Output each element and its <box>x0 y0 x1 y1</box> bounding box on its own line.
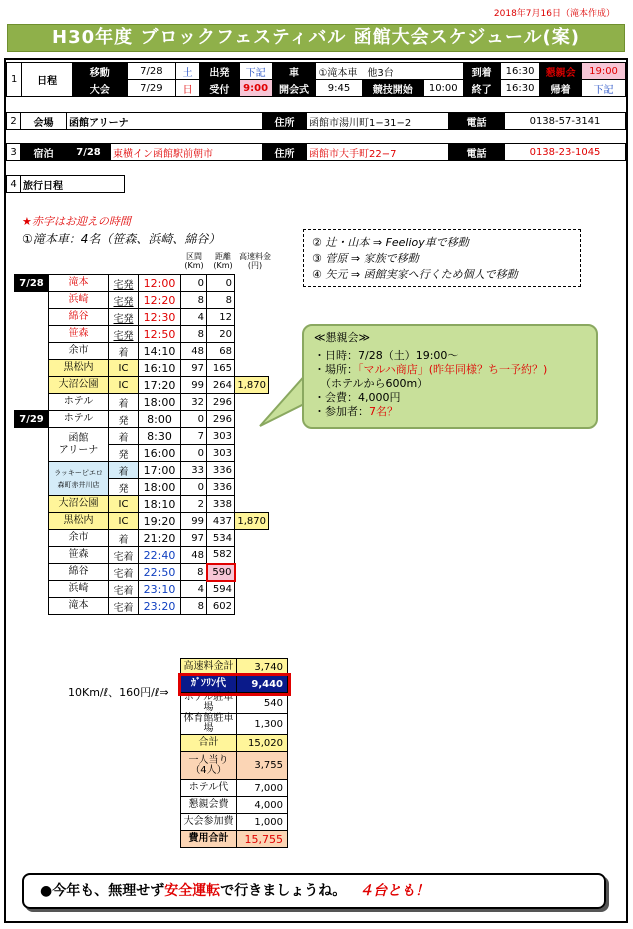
comp-time: 10:00 <box>424 80 464 97</box>
lodging-table <box>6 143 626 161</box>
arrive-time: 16:30 <box>500 63 540 80</box>
schedule-place: 余市 <box>49 343 109 360</box>
schedule-place: 余市 <box>49 530 109 547</box>
schedule-place: ホテル <box>49 394 109 411</box>
cost-value: 9,440 <box>237 676 288 693</box>
car-label: 車 <box>272 63 316 80</box>
reception-label: 受付 <box>200 80 240 97</box>
schedule-date <box>15 479 49 496</box>
schedule-interval-km: 8 <box>181 326 207 343</box>
party-callout <box>302 324 598 429</box>
end-label: 終了 <box>463 80 500 97</box>
cost-value: 3,740 <box>237 659 288 676</box>
schedule-interval-km: 4 <box>181 581 207 598</box>
row-number: 3 <box>7 144 21 161</box>
schedule-toll <box>235 343 269 360</box>
schedule-time: 17:00 <box>139 462 181 479</box>
cost-row <box>181 797 288 814</box>
schedule-type: IC <box>109 377 139 394</box>
schedule-time: 18:10 <box>139 496 181 513</box>
schedule-place: 笹森 <box>49 547 109 564</box>
schedule-place: 滝本 <box>49 275 109 292</box>
schedule-row <box>15 292 269 309</box>
schedule-row <box>15 598 269 615</box>
schedule-date <box>15 547 49 564</box>
party-members-prefix: ・参加者： <box>314 405 369 418</box>
schedule-interval-km: 48 <box>181 343 207 360</box>
schedule-toll <box>235 581 269 598</box>
schedule-distance-km: 264 <box>207 377 235 394</box>
other-car-line: ② 辻・山本 ⇒ Feelioy車で移動 <box>312 236 469 249</box>
gas-calc-note: 10Km/ℓ、160円/ℓ⇒ <box>68 686 169 699</box>
schedule-type: IC <box>109 496 139 513</box>
cost-value: 4,000 <box>237 797 288 814</box>
cost-label: ホテル代 <box>181 780 237 797</box>
move-day: 土 <box>176 63 200 80</box>
schedule-time: 18:00 <box>139 394 181 411</box>
hotel-addr-label: 住所 <box>263 144 307 161</box>
schedule-time: 23:10 <box>139 581 181 598</box>
schedule-toll <box>235 479 269 496</box>
party-members-count: 7名？ <box>369 405 398 418</box>
schedule-place: 函館 アリーナ <box>49 428 109 462</box>
schedule-time: 16:00 <box>139 445 181 462</box>
schedule-distance-km: 582 <box>207 547 235 564</box>
schedule-date <box>15 513 49 530</box>
schedule-type: 着 <box>109 462 139 479</box>
schedule-place: 黒松内 <box>49 513 109 530</box>
schedule-row <box>15 309 269 326</box>
schedule-interval-km: 4 <box>181 309 207 326</box>
schedule-distance-km: 602 <box>207 598 235 615</box>
party-time: 19:00 <box>582 63 626 80</box>
party-members <box>314 405 586 419</box>
cost-label: 体育館駐車場 <box>181 714 237 735</box>
schedule-date <box>15 496 49 513</box>
other-car-line: ④ 矢元 ⇒ 函館実家へ行くため個人で移動 <box>312 268 518 281</box>
schedule-toll <box>235 564 269 581</box>
move-label: 移動 <box>72 63 127 80</box>
move-date: 7/28 <box>127 63 175 80</box>
closing-all-cars: ４台とも！ <box>359 883 430 899</box>
venue-address: 函館市湯川町1−31−2 <box>307 113 449 130</box>
schedule-date <box>15 360 49 377</box>
depart-label: 出発 <box>200 63 240 80</box>
schedule-toll <box>235 445 269 462</box>
cost-row <box>181 676 288 693</box>
schedule-place: 滝本 <box>49 598 109 615</box>
arrive-label: 到着 <box>463 63 500 80</box>
schedule-time: 8:30 <box>139 428 181 445</box>
schedule-date: 7/29 <box>15 411 49 428</box>
cost-row <box>181 693 288 714</box>
schedule-type: 着 <box>109 428 139 445</box>
return-label: 帰着 <box>540 80 582 97</box>
schedule-interval-km: 32 <box>181 394 207 411</box>
schedule-interval-km: 0 <box>181 479 207 496</box>
interval-header: 区間 (Km) <box>184 252 204 270</box>
venue-addr-label: 住所 <box>263 113 307 130</box>
event-date: 7/29 <box>127 80 175 97</box>
car-members-note: ①滝本車：4名（笹森、浜崎、綿谷） <box>22 232 221 246</box>
schedule-interval-km: 2 <box>181 496 207 513</box>
schedule-date <box>15 445 49 462</box>
row-number: 4 <box>7 176 21 193</box>
schedule-interval-km: 0 <box>181 411 207 428</box>
party-fee: ・会費：4,000円 <box>314 391 401 404</box>
schedule-interval-km: 99 <box>181 377 207 394</box>
lodging-date: 7/28 <box>67 144 111 161</box>
schedule-place: 大沼公園 <box>49 377 109 394</box>
schedule-label: 日程 <box>22 63 72 97</box>
created-note: 2018年7月16日（滝本作成） <box>493 9 615 19</box>
schedule-distance-km: 338 <box>207 496 235 513</box>
schedule-time: 14:10 <box>139 343 181 360</box>
schedule-type: 宅着 <box>109 564 139 581</box>
schedule-interval-km: 97 <box>181 360 207 377</box>
schedule-row <box>15 547 269 564</box>
schedule-date: 7/28 <box>15 275 49 292</box>
cost-value: 7,000 <box>237 780 288 797</box>
hotel-address: 函館市大手町22−7 <box>307 144 449 161</box>
party-place-prefix: ・場所： <box>314 363 358 376</box>
schedule-distance-km: 336 <box>207 479 235 496</box>
schedule-place: 大沼公園 <box>49 496 109 513</box>
schedule-interval-km: 8 <box>181 292 207 309</box>
closing-safe-driving: 安全運転 <box>164 883 221 899</box>
schedule-toll <box>235 275 269 292</box>
schedule-date <box>15 326 49 343</box>
row-number: 1 <box>7 63 22 97</box>
schedule-type: 着 <box>109 394 139 411</box>
closing-mid: で行きましょうね。 <box>220 883 347 899</box>
schedule-type: 宅発 <box>109 309 139 326</box>
opening-time: 9:45 <box>316 80 362 97</box>
schedule-type: 宅発 <box>109 326 139 343</box>
schedule-row <box>15 343 269 360</box>
cost-label: ホテル駐車場 <box>181 693 237 714</box>
schedule-type: IC <box>109 360 139 377</box>
schedule-distance-km: 594 <box>207 581 235 598</box>
schedule-time: 12:20 <box>139 292 181 309</box>
lodging-label: 宿泊 <box>21 144 67 161</box>
schedule-time: 12:50 <box>139 326 181 343</box>
comp-label: 競技開始 <box>362 80 423 97</box>
itinerary-label: 旅行日程 <box>21 176 125 193</box>
event-label: 大会 <box>72 80 127 97</box>
schedule-interval-km: 7 <box>181 428 207 445</box>
schedule-distance-km: 165 <box>207 360 235 377</box>
schedule-time: 22:50 <box>139 564 181 581</box>
schedule-type: 宅着 <box>109 598 139 615</box>
cost-table <box>180 658 288 848</box>
page-title: H30年度 ブロックフェスティバル 函館大会スケジュール(案) <box>7 24 625 52</box>
schedule-date <box>15 530 49 547</box>
party-heading: ≪懇親会≫ <box>314 331 371 344</box>
schedule-interval-km: 48 <box>181 547 207 564</box>
schedule-summary-table <box>6 62 626 97</box>
schedule-interval-km: 0 <box>181 275 207 292</box>
schedule-distance-km: 303 <box>207 445 235 462</box>
schedule-date <box>15 598 49 615</box>
red-text-note: ★赤字はお迎えの時間 <box>22 215 131 228</box>
schedule-distance-km: 8 <box>207 292 235 309</box>
car-value: ①滝本車 他3台 <box>316 63 463 80</box>
schedule-type: 発 <box>109 411 139 428</box>
schedule-date <box>15 292 49 309</box>
schedule-distance-km: 303 <box>207 428 235 445</box>
schedule-type: 宅着 <box>109 547 139 564</box>
cost-row <box>181 752 288 780</box>
venue-name: 函館アリーナ <box>67 113 263 130</box>
schedule-time: 12:00 <box>139 275 181 292</box>
party-place <box>314 363 586 377</box>
schedule-time: 22:40 <box>139 547 181 564</box>
schedule-distance-km: 0 <box>207 275 235 292</box>
return-value: 下記 <box>582 80 626 97</box>
reception-time: 9:00 <box>239 80 272 97</box>
schedule-date <box>15 462 49 479</box>
party-place-name: 「マルハ商店」(昨年同様？ち一予約？) <box>358 363 548 376</box>
schedule-toll: 1,870 <box>235 513 269 530</box>
schedule-toll <box>235 598 269 615</box>
schedule-type: 宅発 <box>109 292 139 309</box>
cost-row <box>181 735 288 752</box>
hotel-name: 東横イン函館駅前朝市 <box>111 144 263 161</box>
cost-row <box>181 831 288 848</box>
party-label: 懇親会 <box>540 63 582 80</box>
itinerary-header <box>6 175 125 193</box>
schedule-type: 発 <box>109 445 139 462</box>
schedule-date <box>15 581 49 598</box>
cost-label: 懇親会費 <box>181 797 237 814</box>
schedule-interval-km: 8 <box>181 598 207 615</box>
schedule-distance-km: 296 <box>207 411 235 428</box>
party-date: ・日時：7/28（土）19:00〜 <box>314 349 459 362</box>
hotel-tel-label: 電話 <box>449 144 505 161</box>
cost-value: 540 <box>237 693 288 714</box>
schedule-place: 綿谷 <box>49 564 109 581</box>
schedule-row <box>15 581 269 598</box>
schedule-toll <box>235 309 269 326</box>
schedule-row <box>15 275 269 292</box>
schedule-interval-km: 33 <box>181 462 207 479</box>
cost-label: ｶﾞｿﾘﾝ代 <box>181 676 237 693</box>
schedule-toll <box>235 326 269 343</box>
schedule-type: 宅着 <box>109 581 139 598</box>
schedule-date <box>15 428 49 445</box>
schedule-row <box>15 326 269 343</box>
schedule-time: 8:00 <box>139 411 181 428</box>
schedule-interval-km: 0 <box>181 445 207 462</box>
schedule-date <box>15 343 49 360</box>
closing-message <box>22 873 606 909</box>
cost-value: 1,300 <box>237 714 288 735</box>
schedule-date <box>15 394 49 411</box>
schedule-distance-km: 68 <box>207 343 235 360</box>
schedule-row <box>15 394 269 411</box>
schedule-place: 浜崎 <box>49 292 109 309</box>
distance-header: 距離 (Km) <box>213 252 233 270</box>
cost-row <box>181 814 288 831</box>
schedule-toll <box>235 428 269 445</box>
cost-label: 大会参加費 <box>181 814 237 831</box>
schedule-place: 綿谷 <box>49 309 109 326</box>
schedule-row <box>15 360 269 377</box>
schedule-toll <box>235 462 269 479</box>
cost-label: 合計 <box>181 735 237 752</box>
closing-pre: ●今年も、無理せず <box>40 883 165 899</box>
schedule-row <box>15 377 269 394</box>
schedule-time: 23:20 <box>139 598 181 615</box>
schedule-row <box>15 513 269 530</box>
schedule-toll: 1,870 <box>235 377 269 394</box>
schedule-type: 発 <box>109 479 139 496</box>
schedule-distance-km: 590 <box>207 564 235 581</box>
schedule-type: 着 <box>109 530 139 547</box>
schedule-time: 17:20 <box>139 377 181 394</box>
schedule-distance-km: 12 <box>207 309 235 326</box>
schedule-place: 笹森 <box>49 326 109 343</box>
schedule-row <box>15 462 269 479</box>
schedule-distance-km: 296 <box>207 394 235 411</box>
schedule-time: 19:20 <box>139 513 181 530</box>
opening-label: 開会式 <box>272 80 316 97</box>
hotel-tel: 0138-23-1045 <box>505 144 626 161</box>
cost-row <box>181 714 288 735</box>
schedule-date <box>15 377 49 394</box>
depart-value: 下記 <box>239 63 272 80</box>
travel-schedule-table <box>14 274 269 615</box>
cost-label: 一人当り （4人） <box>181 752 237 780</box>
cost-label: 費用合計 <box>181 831 237 848</box>
row-number: 2 <box>7 113 21 130</box>
schedule-time: 18:00 <box>139 479 181 496</box>
schedule-place: ラッキーピエロ 森町赤井川店 <box>49 462 109 496</box>
cost-row <box>181 659 288 676</box>
cost-value: 15,020 <box>237 735 288 752</box>
schedule-date <box>15 309 49 326</box>
other-car-line: ③ 菅原 ⇒ 家族で移動 <box>312 252 419 265</box>
schedule-toll <box>235 547 269 564</box>
event-day: 日 <box>176 80 200 97</box>
schedule-row <box>15 428 269 445</box>
schedule-distance-km: 336 <box>207 462 235 479</box>
schedule-toll <box>235 292 269 309</box>
schedule-toll <box>235 496 269 513</box>
schedule-time: 12:30 <box>139 309 181 326</box>
schedule-distance-km: 437 <box>207 513 235 530</box>
cost-value: 15,755 <box>237 831 288 848</box>
cost-row <box>181 780 288 797</box>
schedule-row <box>15 564 269 581</box>
schedule-type: IC <box>109 513 139 530</box>
schedule-time: 21:20 <box>139 530 181 547</box>
schedule-distance-km: 534 <box>207 530 235 547</box>
schedule-row <box>15 496 269 513</box>
cost-label: 高速料金計 <box>181 659 237 676</box>
schedule-interval-km: 8 <box>181 564 207 581</box>
schedule-distance-km: 20 <box>207 326 235 343</box>
schedule-place: ホテル <box>49 411 109 428</box>
schedule-place: 黒松内 <box>49 360 109 377</box>
toll-header: 高速料金 (円) <box>239 252 271 270</box>
schedule-row <box>15 530 269 547</box>
schedule-place: 浜崎 <box>49 581 109 598</box>
schedule-row <box>15 411 269 428</box>
schedule-toll <box>235 530 269 547</box>
schedule-date <box>15 564 49 581</box>
schedule-interval-km: 97 <box>181 530 207 547</box>
schedule-type: 着 <box>109 343 139 360</box>
venue-table <box>6 112 626 130</box>
cost-value: 3,755 <box>237 752 288 780</box>
schedule-type: 宅発 <box>109 275 139 292</box>
venue-label: 会場 <box>21 113 67 130</box>
schedule-time: 16:10 <box>139 360 181 377</box>
other-cars-note <box>303 229 581 287</box>
cost-value: 1,000 <box>237 814 288 831</box>
end-time: 16:30 <box>500 80 540 97</box>
venue-tel: 0138-57-3141 <box>505 113 626 130</box>
venue-tel-label: 電話 <box>449 113 505 130</box>
party-place-note: （ホテルから600m） <box>320 377 429 390</box>
schedule-interval-km: 99 <box>181 513 207 530</box>
